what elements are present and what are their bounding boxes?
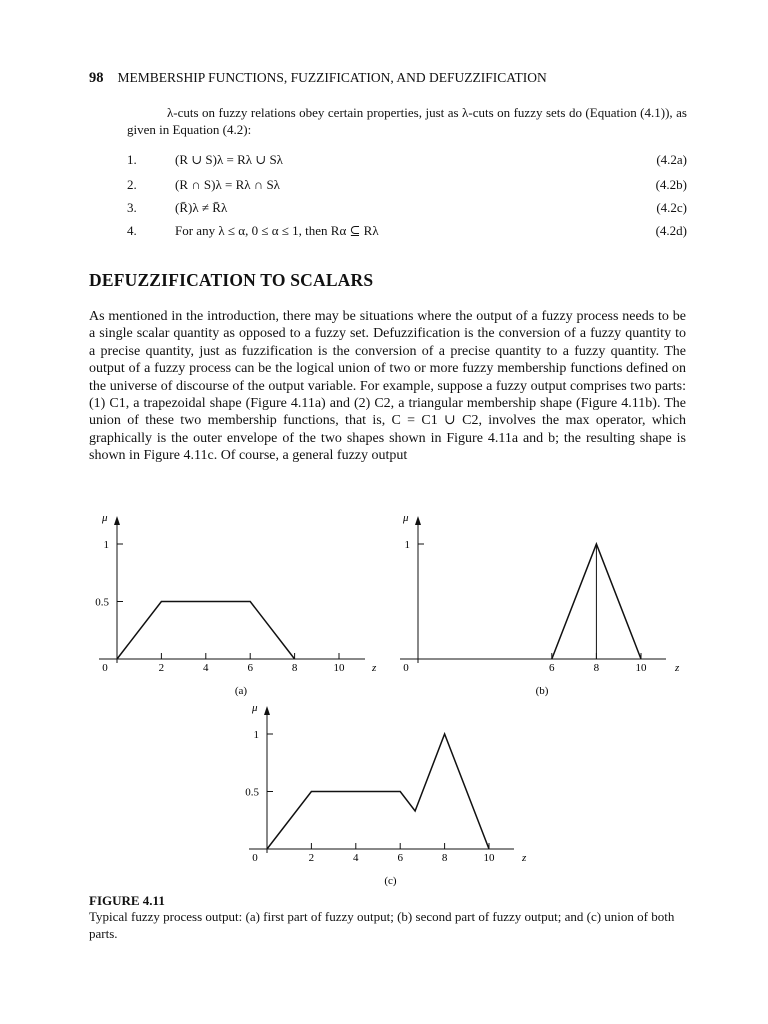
body-text: As mentioned in the introduction, there may be situations where the output of a fuzzy process needs to be a single scalar quantity as opposed to a fuzzy set. Defuzzification is the conversion of a fuzzy quantity to a precise quantity, just as fuzzification is the conversion of a precise quantity to a fuzzy quantity. The output of a fuzzy process can be the logical union of two or more fuzzy membership functions defined on the universe of discourse of the output variable. For example, suppose a fuzzy output comprises two parts: (1) C1, a trapezoidal shape (Figure 4.11a) and (2) C2, a triangular membership shape (Figure 4.11b). The union of these two membership functions, that is, C = C1 ∪ C2, involves the max operator, which graphically is the outer envelope of the two shapes shown in Figure 4.11a and b; the resulting shape is shown in Figure 4.11c. Of course, a general fuzzy output (89, 309, 686, 464)
y-tick-label: 1 (103, 539, 109, 551)
equation-tag: (4.2b) (655, 177, 687, 192)
equation-number: 4. (127, 223, 137, 238)
x-tick-label: 0 (252, 852, 258, 864)
page-number: 98 (89, 70, 104, 86)
y-axis-label: μ (403, 512, 409, 524)
x-tick-label: 10 (333, 662, 345, 674)
x-tick-label: 10 (635, 662, 647, 674)
equation-tag: (4.2a) (656, 152, 687, 167)
equation-number: 2. (127, 177, 137, 192)
x-tick-label: 8 (593, 662, 600, 674)
x-tick-label: 6 (549, 662, 555, 674)
x-tick-label: 6 (397, 852, 403, 864)
panel-label: (c) (384, 875, 397, 887)
panel-label: (b) (535, 685, 549, 697)
y-tick-label: 0.5 (245, 786, 259, 799)
x-tick-label: 6 (247, 662, 253, 674)
membership-line (267, 734, 489, 849)
y-axis-label: μ (252, 702, 258, 714)
x-tick-label: 2 (308, 852, 315, 864)
equation-number: 3. (127, 200, 137, 215)
x-tick-label: 10 (483, 852, 495, 864)
equation-tag: (4.2c) (656, 200, 687, 215)
chart-panel-a (95, 512, 377, 697)
y-tick-label: 0.5 (95, 596, 109, 609)
x-tick-label: 4 (353, 852, 359, 864)
x-tick-label: 2 (158, 662, 165, 674)
y-tick-label: 1 (253, 729, 259, 741)
y-axis-arrow (415, 516, 421, 525)
section-heading: DEFUZZIFICATION TO SCALARS (89, 270, 374, 290)
equation-tag: (4.2d) (655, 223, 687, 238)
equation-expression: For any λ ≤ α, 0 ≤ α ≤ 1, then Rα ⊆ Rλ (175, 223, 379, 238)
chart-panel-b (400, 512, 680, 697)
x-tick-label: 0 (403, 662, 409, 674)
panel-label: (a) (234, 685, 248, 697)
equation-expression: (R ∪ S)λ = Rλ ∪ Sλ (175, 152, 283, 167)
figure-title: FIGURE 4.11 (89, 893, 165, 908)
x-axis-label: z (675, 662, 680, 674)
equation-number: 1. (127, 152, 137, 167)
equation-expression: (R ∩ S)λ = Rλ ∩ Sλ (175, 177, 280, 192)
membership-line (117, 602, 295, 660)
x-axis-label: z (522, 852, 527, 864)
running-title: MEMBERSHIP FUNCTIONS, FUZZIFICATION, AND DEFUZZIFICATION (117, 70, 547, 85)
intro-text: λ-cuts on fuzzy relations obey certain properties, just as λ-cuts on fuzzy sets do (Equation (4.1)), as given in Equation (4.2): (127, 105, 687, 137)
figure-caption: Typical fuzzy process output: (a) first part of fuzzy output; (b) second part of fuzzy output; and (c) union of both parts. (89, 909, 675, 941)
equation-expression: (R̄)λ ≠ R̄λ (175, 200, 228, 215)
chart-panel-c (245, 702, 527, 887)
x-tick-label: 0 (102, 662, 108, 674)
y-tick-label: 1 (404, 539, 410, 551)
x-tick-label: 8 (441, 852, 448, 864)
x-tick-label: 8 (291, 662, 298, 674)
x-tick-label: 4 (203, 662, 209, 674)
y-axis-arrow (264, 706, 270, 715)
y-axis-arrow (114, 516, 120, 525)
x-axis-label: z (372, 662, 377, 674)
y-axis-label: μ (102, 512, 108, 524)
